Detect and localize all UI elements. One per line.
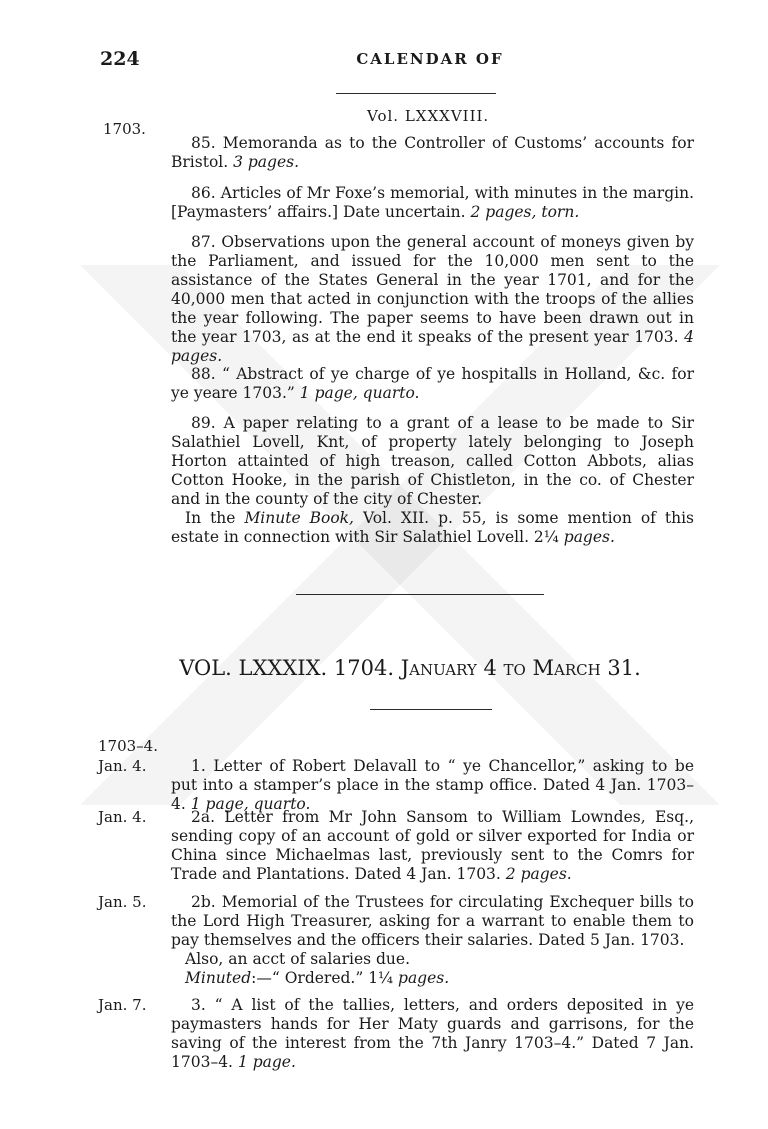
entry-88: 88. “ Abstract of ye charge of ye hospitalls in Holland, &c. for ye yeare 1703.” 1 page, quarto. (171, 365, 694, 402)
page-number: 224 (100, 48, 140, 70)
entry-87: 87. Observations upon the general account of moneys given by the Parliament, and issued for the 10,000 men sent to the assistance of the States General in the year 1701, and for the 40,000 men that acted in conjunction with the troops of the allies the year following. The paper seems to have been drawn out in the year 1703, as at the end it speaks of the present year 1703. 4 pages. (171, 233, 694, 365)
entry-89: 89. A paper relating to a grant of a lease to be made to Sir Salathiel Lovell, Knt, of property lately belonging to Joseph Horton attainted of high treason, called Cotton Abbots, alias Cotton Hooke, in the parish of Chistleton, in the co. of Chester and in the county of the city of Chester. In the Minute Book, Vol. XII. p. 55, is some mention of this estate in connection with Sir Salathiel Lovell. 2¼ pages. (171, 414, 694, 546)
year-label: 1703. (103, 120, 146, 138)
entry-2b: 2b. Memorial of the Trustees for circulating Exchequer bills to the Lord High Treasurer, asking for a warrant to enable them to pay themselves and the officers their salaries. Dated 5 Jan. 1703. Also, an acct of salaries due. Minuted:—“ Ordered.” 1¼ pages. (171, 893, 694, 987)
volume-heading-range: January 4 to March 31. (400, 656, 641, 680)
entry-1: 1. Letter of Robert Delavall to “ ye Chancellor,” asking to be put into a stamper’s place in the stamp office. Dated 4 Jan. 1703–4. 1 page, quarto. (171, 757, 694, 813)
entry-date: Jan. 4. (98, 757, 147, 775)
entry-date: Jan. 5. (98, 893, 147, 911)
section-rule (296, 594, 544, 595)
year-label-2: 1703–4. (98, 737, 158, 755)
entry-3: 3. “ A list of the tallies, letters, and orders deposited in ye paymasters hands for Her Maty guards and garrisons, for the saving of the interest from the 7th Janry 1703–4.” Dated 7 Jan. 1703–4. 1 page. (171, 996, 694, 1071)
entry-85: 85. Memoranda as to the Controller of Customs’ accounts for Bristol. 3 pages. (171, 134, 694, 171)
volume-heading-title: VOL. LXXXIX. 1704. (179, 656, 395, 680)
volume-heading (120, 656, 700, 680)
entry-date: Jan. 4. (98, 808, 147, 826)
running-title: CALENDAR OF (356, 50, 504, 68)
volume-label: Vol. LXXXVIII. (367, 107, 490, 125)
entry-86: 86. Articles of Mr Foxe’s memorial, with minutes in the margin. [Paymasters’ affairs.] Date uncertain. 2 pages, torn. (171, 184, 694, 221)
heading-rule (370, 709, 492, 710)
entry-date: Jan. 7. (98, 996, 147, 1014)
entry-2a: 2a. Letter from Mr John Sansom to William Lowndes, Esq., sending copy of an account of gold or silver exported for India or China since Michaelmas last, previously sent to the Comrs for Trade and Plantations. Dated 4 Jan. 1703. 2 pages. (171, 808, 694, 883)
header-rule (336, 93, 496, 94)
